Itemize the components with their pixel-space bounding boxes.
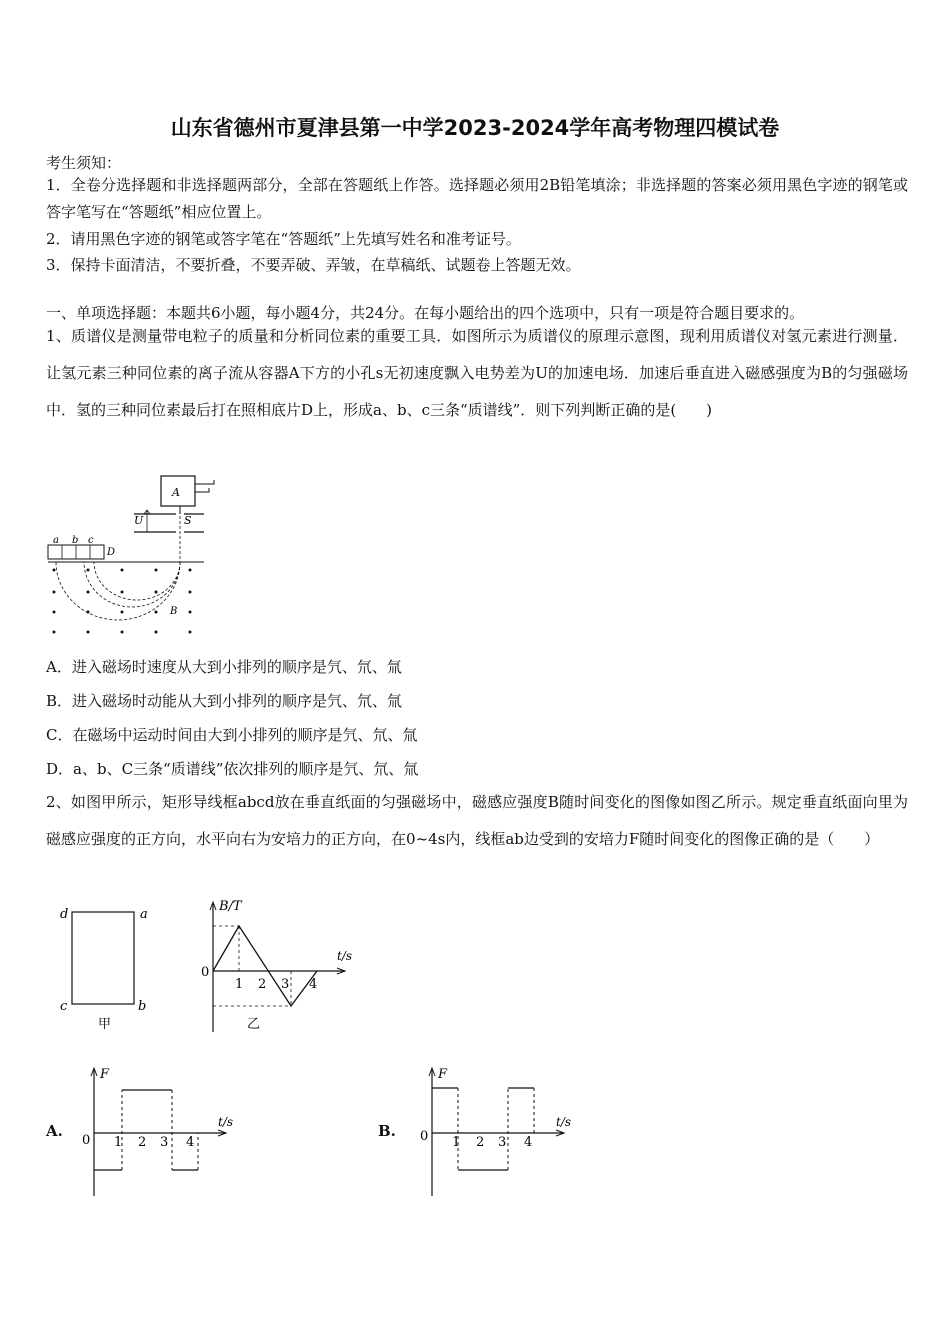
q2-option-a-label: A. [46, 1122, 63, 1140]
yi-tick-4: 4 [309, 977, 318, 992]
label-U: U [134, 514, 144, 527]
corner-b: b [138, 999, 147, 1014]
a-tick-2: 2 [138, 1135, 147, 1150]
corner-d: d [60, 907, 69, 922]
page-title: 山东省德州市夏津县第一中学2023-2024学年高考物理四模试卷 [170, 116, 780, 140]
mass-spectrometer-figure [44, 470, 219, 640]
label-c: c [88, 535, 94, 546]
section-heading: 一、单项选择题：本题共6小题，每小题4分，共24分。在每小题给出的四个选项中，只有一项是符合题目要求的。 [46, 304, 805, 322]
yi-xlabel: t/s [337, 949, 353, 963]
b-ylabel: F [438, 1067, 448, 1082]
caption-yi: 乙 [247, 1017, 261, 1032]
yi-origin: 0 [201, 965, 210, 980]
b-origin: 0 [420, 1129, 429, 1144]
yi-tick-3: 3 [281, 977, 290, 992]
q2-option-b-graph [414, 1062, 584, 1200]
q1-option-b: B．进入磁场时动能从大到小排列的顺序是氕、氘、氚 [46, 692, 403, 710]
notice-item-3: 3．保持卡面清洁，不要折叠，不要弄破、弄皱，在草稿纸、试题卷上答题无效。 [46, 256, 581, 274]
question-2-stem: 2、如图甲所示，矩形导线框abcd放在垂直纸面的匀强磁场中，磁感应强度B随时间变化的图像如图乙所示。规定垂直纸面向里为磁感应强度的正方向，水平向右为安培力的正方向，在0~4s内，线框ab边受到的安培力F随时间变化的图像正确的是（ ） [46, 793, 908, 848]
yi-tick-1: 1 [235, 977, 244, 992]
q2-option-b-label: B. [378, 1122, 396, 1140]
yi-ylabel: B/T [219, 899, 242, 914]
a-tick-3: 3 [160, 1135, 169, 1150]
a-tick-1: 1 [114, 1135, 123, 1150]
b-t-curve [213, 926, 317, 1006]
q1-option-a: A．进入磁场时速度从大到小排列的顺序是氕、氘、氚 [46, 658, 402, 676]
a-xlabel: t/s [218, 1115, 234, 1129]
a-tick-4: 4 [186, 1135, 195, 1150]
corner-a: a [140, 907, 148, 922]
figure-jia-rectangle-loop [56, 900, 156, 1035]
b-tick-2: 2 [476, 1135, 485, 1150]
label-B: B [170, 606, 178, 617]
corner-c: c [60, 999, 68, 1014]
label-a: a [53, 535, 59, 546]
b-tick-3: 3 [498, 1135, 507, 1150]
label-b: b [72, 535, 79, 546]
question-1-stem: 1、质谱仪是测量带电粒子的质量和分析同位素的重要工具．如图所示为质谱仪的原理示意图，现利用质谱仪对氢元素进行测量．让氢元素三种同位素的离子流从容器A下方的小孔s无初速度飘入电势差为U的加速电场．加速后垂直进入磁感强度为B的匀强磁场中．氢的三种同位素最后打在照相底片D上，形成a、b、c三条“质谱线”．则下列判断正确的是( ) [46, 327, 908, 419]
label-S: S [184, 514, 192, 527]
caption-jia: 甲 [98, 1017, 112, 1032]
q1-option-c: C．在磁场中运动时间由大到小排列的顺序是氕、氘、氚 [46, 726, 418, 744]
figure-yi-b-t-graph [195, 896, 365, 1036]
b-xlabel: t/s [556, 1115, 572, 1129]
q2-option-a-graph [76, 1062, 246, 1200]
label-D: D [107, 547, 116, 558]
b-tick-4: 4 [524, 1135, 533, 1150]
notice-item-2: 2．请用黑色字迹的钢笔或答字笔在“答题纸”上先填写姓名和准考证号。 [46, 230, 521, 248]
a-ylabel: F [100, 1067, 110, 1082]
label-A: A [172, 486, 180, 499]
yi-tick-2: 2 [258, 977, 267, 992]
a-origin: 0 [82, 1133, 91, 1148]
b-tick-1: 1 [452, 1135, 461, 1150]
notice-item-1: 1．全卷分选择题和非选择题两部分，全部在答题纸上作答。选择题必须用2B铅笔填涂；非选择题的答案必须用黑色字迹的钢笔或答字笔写在“答题纸”相应位置上。 [46, 176, 908, 221]
q1-option-d: D．a、b、C三条“质谱线”依次排列的顺序是氕、氘、氚 [46, 760, 419, 778]
magnetic-field-dots [53, 569, 192, 634]
notice-heading: 考生须知： [46, 154, 122, 172]
